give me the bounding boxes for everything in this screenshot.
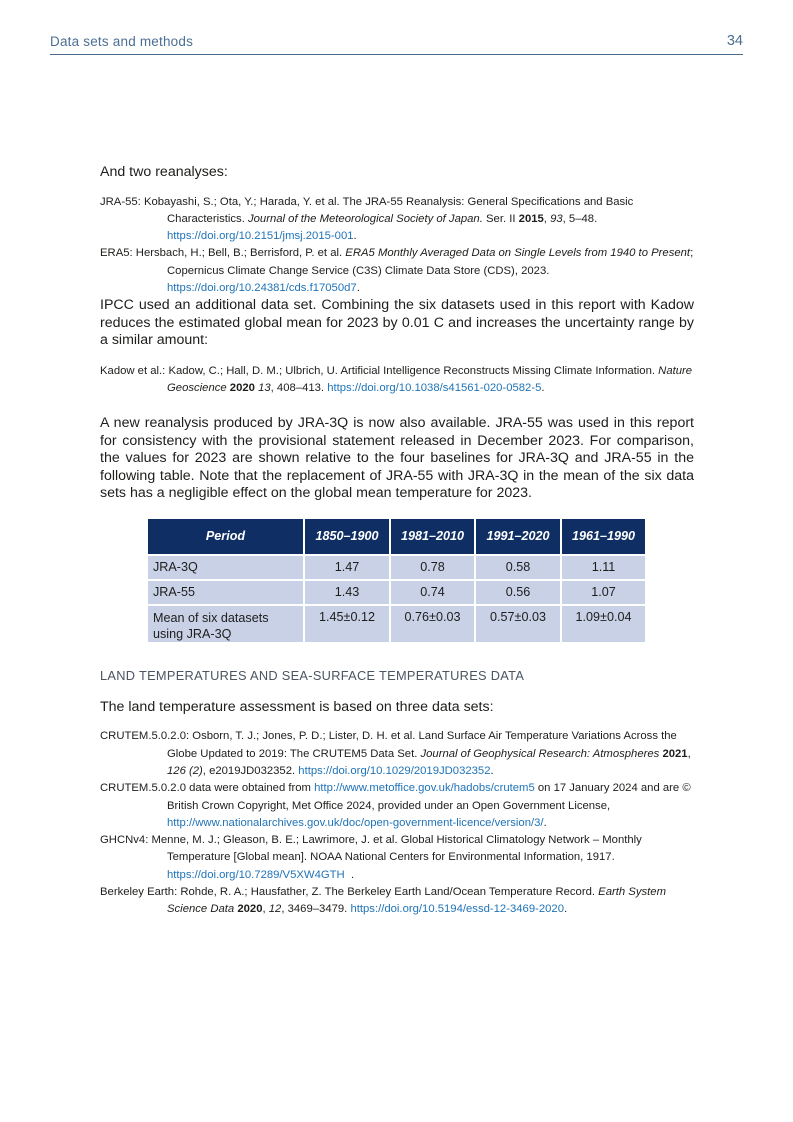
- table-cell: 1.07: [561, 580, 645, 605]
- reanalyses-intro: And two reanalyses:: [100, 164, 228, 180]
- row-label: JRA-3Q: [148, 555, 304, 580]
- ref-end: .: [353, 230, 357, 243]
- table-cell: 1.47: [304, 555, 390, 580]
- page-content: [100, 164, 694, 919]
- section-title: Data sets and methods: [50, 34, 194, 49]
- ref-series: Ser. II: [482, 212, 519, 225]
- ref-volume: 13: [258, 382, 271, 395]
- ref-pages: , 408–413.: [270, 382, 328, 395]
- ref-year: 2021: [659, 747, 688, 760]
- reference-ghcn: [100, 832, 694, 884]
- reference-era5: [100, 245, 694, 297]
- column-header: 1961–1990: [561, 519, 645, 555]
- row-label: JRA-55: [148, 580, 304, 605]
- reference-kadow: [100, 363, 694, 398]
- ref-end: .: [490, 764, 494, 777]
- jra3q-paragraph: A new reanalysis produced by JRA-3Q is now also available. JRA-55 was used in this report for consistency with the provisional statement released in December 2023. For comparison, the values for 2023 are shown relative to the four baselines for JRA-3Q and JRA-55 in the following table. Note that the replacement of JRA-55 with JRA-3Q in the mean of the six data sets has a negligible effect on the global mean temperature for 2023.: [100, 415, 694, 502]
- reference-jra55: [100, 194, 694, 246]
- metoffice-link[interactable]: http://www.metoffice.gov.uk/hadobs/crutem5: [314, 782, 535, 795]
- row-label: Mean of six datasets using JRA-3Q: [148, 605, 304, 642]
- ref-end: .: [356, 281, 360, 294]
- ref-year: 2020: [234, 903, 263, 916]
- ref-text: CRUTEM.5.0.2.0: Osborn, T. J.; Jones, P. D.; Lister, D. H. et al. Land Surface Air Temperature Variations Across the Globe Updated to 2019: The CRUTEM5 Data Set.: [100, 730, 677, 760]
- table-cell: 1.11: [561, 555, 645, 580]
- ref-text-rest: ; Copernicus Climate Change Service (C3S) Climate Data Store (CDS), 2023.: [167, 247, 694, 277]
- ref-separator: ,: [687, 747, 691, 760]
- ref-pages: , 5–48.: [562, 212, 598, 225]
- doi-link[interactable]: https://doi.org/10.24381/cds.f17050d7: [167, 281, 357, 294]
- column-header: 1981–2010: [390, 519, 475, 555]
- ref-text: Kadow et al.: Kadow, C.; Hall, D. M.; Ulbrich, U. Artificial Intelligence Reconstructs Missing Climate Information.: [100, 364, 659, 377]
- doi-link[interactable]: https://doi.org/10.1038/s41561-020-0582-5: [327, 382, 542, 395]
- ref-journal: Earth System Science Data: [167, 886, 666, 916]
- ref-text: GHCNv4: Menne, M. J.; Gleason, B. E.; Lawrimore, J. et al. Global Historical Climatology Network – Monthly Temperature [Global mean]. NOAA National Centers for Environmental Information, 1917.: [100, 834, 642, 864]
- ref-pages: , e2019JD032352.: [202, 764, 299, 777]
- kadow-reference-list: [100, 363, 694, 398]
- column-header: Period: [148, 519, 304, 555]
- table-cell: 1.45±0.12: [304, 605, 390, 642]
- column-header: 1850–1900: [304, 519, 390, 555]
- reference-crutem: [100, 728, 694, 780]
- table-row: [148, 555, 645, 580]
- page-number: 34: [726, 33, 743, 49]
- ref-text: ERA5: Hersbach, H.; Bell, B.; Berrisford, P. et al.: [100, 247, 346, 260]
- table-cell: 0.57±0.03: [475, 605, 561, 642]
- table-row: [148, 580, 645, 605]
- ref-volume: 126 (2): [167, 764, 203, 777]
- ref-end: .: [541, 382, 545, 395]
- reanalyses-reference-list: [100, 194, 694, 298]
- ref-title: ERA5 Monthly Averaged Data on Single Levels from 1940 to Present: [345, 247, 691, 260]
- doi-link[interactable]: https://doi.org/10.2151/jmsj.2015-001: [167, 230, 354, 243]
- land-intro: The land temperature assessment is based on three data sets:: [100, 698, 494, 715]
- table-cell: 0.78: [390, 555, 475, 580]
- reference-berkeley: [100, 884, 694, 919]
- ref-volume: 12: [268, 903, 282, 916]
- ref-text: CRUTEM.5.0.2.0 data were obtained from: [100, 782, 315, 795]
- table-cell: 0.76±0.03: [390, 605, 475, 642]
- running-header: [50, 33, 743, 55]
- ref-journal: Journal of the Meteorological Society of Japan.: [247, 212, 483, 225]
- ipcc-paragraph: IPCC used an additional data set. Combining the six datasets used in this report with Kadow reduces the estimated global mean for 2023 by 0.01 C and increases the uncertainty range by a similar amount:: [100, 297, 694, 349]
- ref-end: .: [543, 816, 547, 829]
- ref-volume: 93: [550, 212, 563, 225]
- ref-separator: ,: [543, 212, 551, 225]
- column-header: 1991–2020: [475, 519, 561, 555]
- table-cell: 1.43: [304, 580, 390, 605]
- ref-pages: , 3469–3479.: [281, 903, 351, 916]
- ref-separator: ,: [262, 903, 269, 916]
- comparison-table: [148, 519, 645, 642]
- table-cell: 1.09±0.04: [561, 605, 645, 642]
- table-cell: 0.56: [475, 580, 561, 605]
- table-row: [148, 605, 645, 642]
- ref-year: 2020: [226, 382, 259, 395]
- ref-text-mid: on 17 January 2024 and are © British Crown Copyright, Met Office 2024, provided under an Open Government License,: [167, 782, 691, 812]
- ref-text: JRA-55: Kobayashi, S.; Ota, Y.; Harada, Y. et al. The JRA-55 Reanalysis: General Specifications and Basic Characteristics.: [100, 195, 634, 225]
- ref-end: .: [564, 903, 568, 916]
- ref-year: 2015: [518, 212, 544, 225]
- ref-end: .: [344, 868, 355, 881]
- table-cell: 0.74: [390, 580, 475, 605]
- reference-crutem-source: [100, 780, 694, 832]
- doi-link[interactable]: https://doi.org/10.7289/V5XW4GTH: [167, 868, 345, 881]
- section-heading: LAND TEMPERATURES AND SEA-SURFACE TEMPERATURES DATA: [100, 667, 525, 683]
- comparison-table-wrap: [100, 519, 694, 642]
- doi-link[interactable]: https://doi.org/10.5194/essd-12-3469-2020: [350, 903, 564, 916]
- ref-journal: Journal of Geophysical Research: Atmospheres: [420, 747, 660, 760]
- ref-journal: Nature Geoscience: [167, 364, 693, 395]
- table-header-row: [148, 519, 645, 555]
- doi-link[interactable]: https://doi.org/10.1029/2019JD032352: [298, 764, 491, 777]
- table-cell: 0.58: [475, 555, 561, 580]
- land-reference-list: [100, 728, 694, 918]
- licence-link[interactable]: http://www.nationalarchives.gov.uk/doc/open-government-licence/version/3/: [167, 816, 544, 829]
- ref-text: Berkeley Earth: Rohde, R. A.; Hausfather, Z. The Berkeley Earth Land/Ocean Temperature Record.: [100, 886, 599, 899]
